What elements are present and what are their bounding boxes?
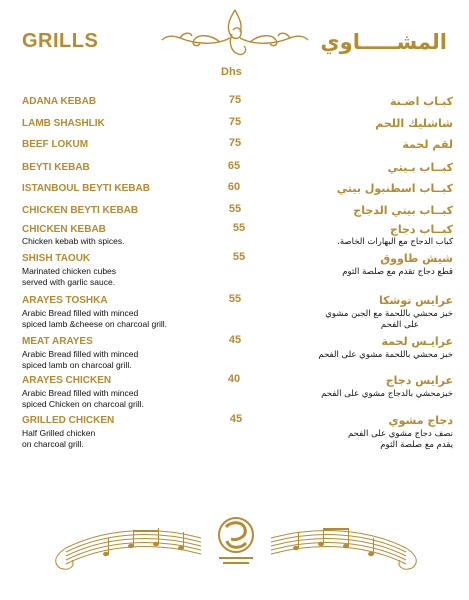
description-line: spiced Chicken on charcoal grill.	[22, 399, 144, 409]
item-name-arabic: شيش طاووق	[380, 252, 453, 265]
item-description-arabic	[253, 389, 453, 400]
description-line: على الفحم	[380, 320, 419, 330]
item-name: BEEF LOKUM	[22, 139, 89, 150]
description-line: Arabic Bread filled with minced	[22, 308, 139, 318]
description-line: قطع دجاج تقدم مع صلصة الثوم	[342, 267, 453, 277]
item-description	[22, 388, 212, 410]
item-name-arabic: كبــاب بـيتي	[387, 161, 453, 174]
description-line: served with garlic sauce.	[22, 277, 116, 287]
item-description-arabic	[253, 350, 453, 361]
item-price: 75	[228, 116, 242, 128]
description-line: خبز محشي باللحمة مع الجبن مشوي	[325, 309, 453, 319]
item-description-arabic	[253, 309, 453, 331]
description-line: خبز محشي باللحمة مشوي على الفحم	[318, 350, 453, 360]
item-name-arabic: لقم لحمة	[402, 138, 453, 151]
item-price: 55	[228, 203, 242, 215]
item-name: ARAYES CHICKEN	[22, 375, 112, 386]
top-ornament-icon	[160, 4, 310, 60]
item-description-arabic	[253, 237, 453, 248]
description-line: Arabic Bread filled with minced	[22, 349, 139, 359]
item-name: ADANA KEBAB	[22, 96, 97, 107]
item-name: ARAYES TOSHKA	[22, 295, 108, 306]
item-description	[22, 236, 212, 247]
item-name: MEAT ARAYES	[22, 336, 93, 347]
item-name-arabic: شاشليك اللحم	[375, 117, 453, 130]
item-name: GRILLED CHICKEN	[22, 415, 115, 426]
item-name: CHICKEN KEBAB	[22, 224, 106, 235]
item-price: 65	[227, 160, 241, 172]
description-line: نصف دجاج مشوي على الفحم	[347, 429, 453, 439]
description-line: كباب الدجاج مع البهارات الخاصة.	[337, 237, 453, 247]
item-name-arabic: كبـاب اضـنة	[390, 95, 453, 108]
item-description-arabic	[253, 429, 453, 451]
item-name-arabic: كبــاب بيتي الدجاج	[353, 204, 453, 217]
item-price: 40	[227, 373, 241, 385]
item-price: 75	[228, 137, 242, 149]
page-title-arabic: المشـــــاوي	[320, 30, 447, 54]
item-price: 55	[232, 251, 246, 263]
item-name-arabic: عرايس توشكا	[378, 294, 453, 307]
description-line: on charcoal grill.	[22, 439, 84, 449]
item-description	[22, 308, 222, 330]
description-line: يقدم مع صلصة الثوم	[380, 440, 453, 450]
item-name: BEYTI KEBAB	[22, 162, 90, 173]
item-name: ISTANBOUL BEYTI KEBAB	[22, 183, 150, 194]
item-price: 45	[228, 334, 242, 346]
item-price: 75	[228, 94, 242, 106]
restaurant-logo-icon	[211, 515, 261, 571]
item-description-arabic	[253, 267, 453, 278]
item-name-arabic: كبــاب دجاج	[389, 223, 453, 236]
item-name: SHISH TAOUK	[22, 253, 91, 264]
item-price: 55	[232, 222, 246, 234]
description-line: Marinated chicken cubes	[22, 266, 117, 276]
description-line: spiced lamb &cheese on charcoal grill.	[22, 319, 168, 329]
item-price: 45	[229, 413, 243, 425]
item-name-arabic: عرايـس لحمة	[381, 335, 453, 348]
description-line: Arabic Bread filled with minced	[22, 388, 139, 398]
item-description	[22, 428, 212, 450]
item-name: LAMB SHASHLIK	[22, 118, 105, 129]
description-line: خبزمحشي بالدجاج مشوي على الفحم	[321, 389, 453, 399]
page-title: GRILLS	[22, 30, 99, 52]
item-name-arabic: كبــاب اسطنبول بيتي	[336, 182, 453, 195]
description-line: Chicken kebab with spices.	[22, 236, 125, 246]
item-price: 60	[227, 181, 241, 193]
item-name-arabic: عرايس دجاج	[385, 374, 453, 387]
description-line: Half Grilled chicken	[22, 428, 96, 438]
currency-label: Dhs	[221, 66, 242, 78]
item-name: CHICKEN BEYTI KEBAB	[22, 205, 139, 216]
item-description	[22, 266, 212, 288]
description-line: spiced lamb on charcoal grill.	[22, 360, 132, 370]
item-description	[22, 349, 212, 371]
item-price: 55	[228, 293, 242, 305]
item-name-arabic: دجاج مشوي	[388, 414, 453, 427]
